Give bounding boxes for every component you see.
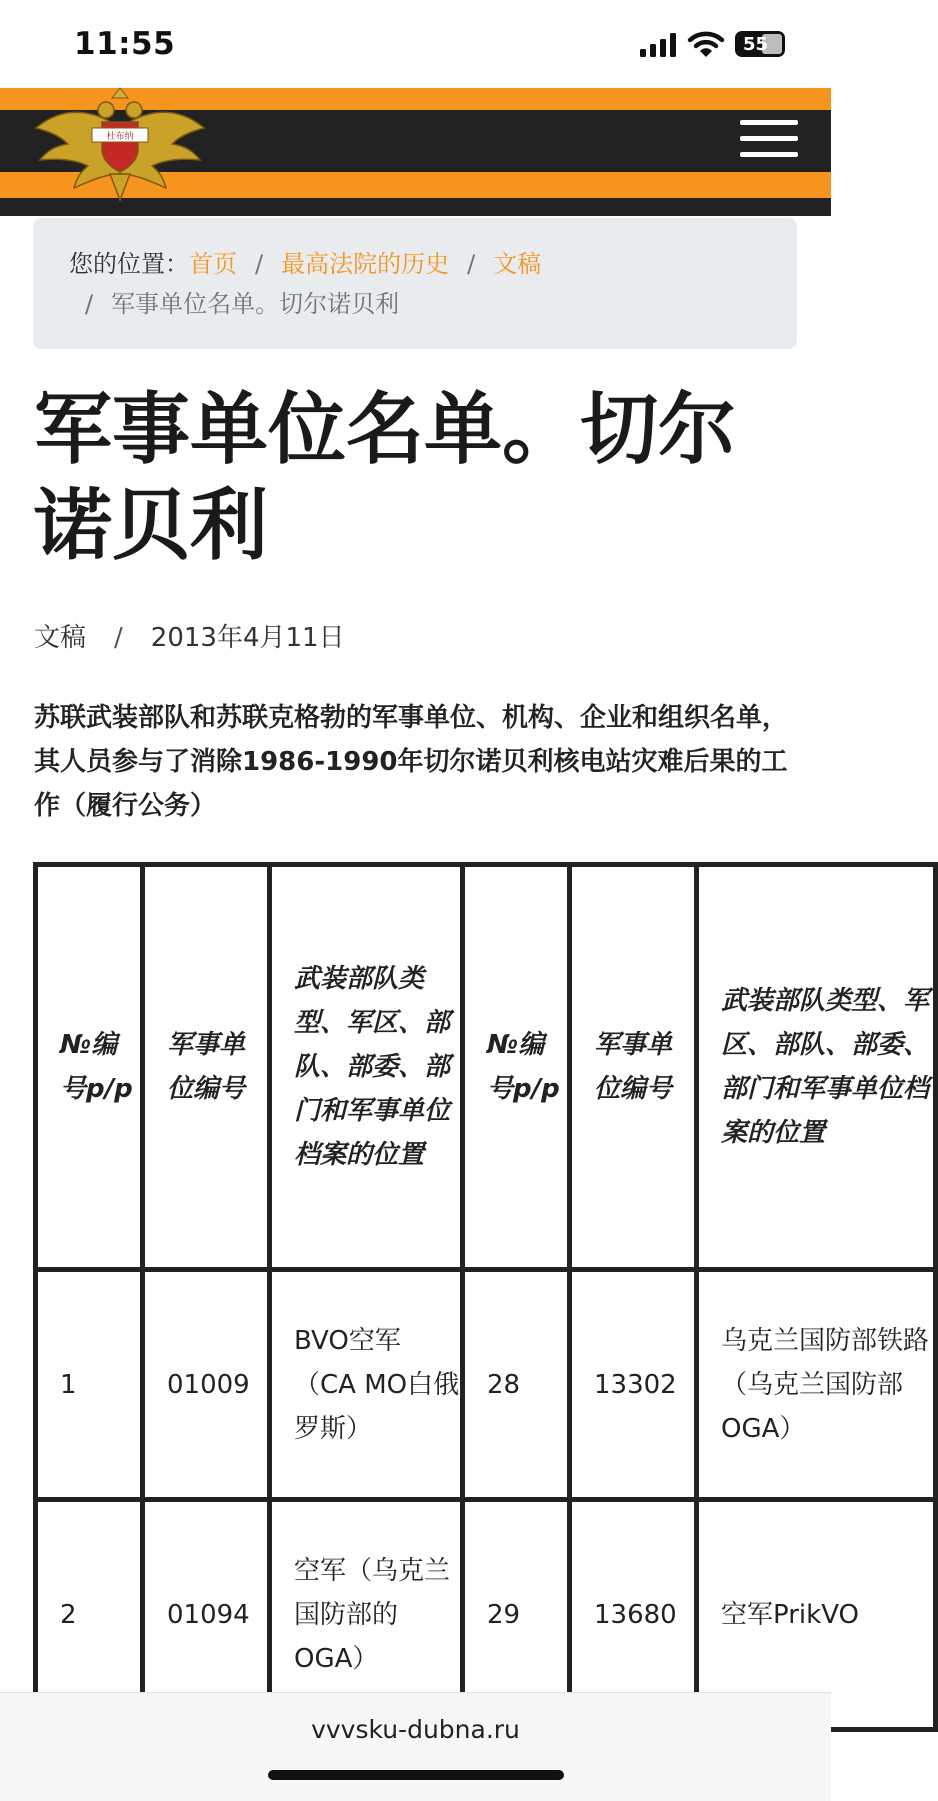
breadcrumb-home-link[interactable]: 首页	[189, 250, 237, 278]
svg-text:杜布纳: 杜布纳	[106, 132, 134, 142]
units-table	[33, 862, 938, 1732]
cellular-signal-icon	[640, 33, 678, 57]
table-cell: 空军PrikVO	[697, 1500, 936, 1730]
table-cell: 2	[36, 1500, 143, 1730]
header-cell: №编号p/p	[36, 865, 143, 1270]
double-headed-eagle-logo[interactable]	[32, 88, 208, 210]
table-cell: 空军（乌克兰国防部的OGA）	[270, 1500, 463, 1730]
breadcrumb-separator: /	[467, 250, 476, 278]
table-cell: 29	[463, 1500, 570, 1730]
table-cell: BVO空军（CA MO白俄罗斯）	[270, 1270, 463, 1500]
header-cell: 武装部队类型、军区、部队、部委、部门和军事单位档案的位置	[270, 865, 463, 1270]
header-cell: 武装部队类型、军区、部队、部委、部门和军事单位档案的位置	[697, 865, 936, 1270]
battery-icon	[735, 31, 785, 57]
breadcrumb	[33, 218, 797, 349]
article-date: 2013年4月11日	[150, 623, 345, 653]
breadcrumb-history-link[interactable]: 最高法院的历史	[281, 250, 450, 278]
home-indicator[interactable]	[268, 1770, 564, 1780]
units-table-scroll[interactable]	[33, 862, 930, 1690]
page-title: 军事单位名单。切尔诺贝利	[34, 385, 737, 571]
header-cell: 军事单位编号	[570, 865, 697, 1270]
breadcrumb-separator: /	[255, 250, 264, 278]
table-cell: 13302	[570, 1270, 697, 1500]
header-cell: №编号p/p	[463, 865, 570, 1270]
article-category[interactable]: 文稿	[34, 623, 87, 653]
table-header-row	[36, 865, 936, 1270]
battery-level: 55	[743, 33, 769, 55]
table-cell: 乌克兰国防部铁路（乌克兰国防部OGA）	[697, 1270, 936, 1500]
table-cell: 1	[36, 1270, 143, 1500]
table-cell: 01009	[143, 1270, 270, 1500]
table-row	[36, 1270, 936, 1500]
browser-address-bar[interactable]	[0, 1692, 831, 1801]
breadcrumb-separator: /	[85, 290, 94, 318]
meta-separator: /	[114, 623, 123, 653]
table-cell: 28	[463, 1270, 570, 1500]
table-cell: 13680	[570, 1500, 697, 1730]
table-cell: 01094	[143, 1500, 270, 1730]
wifi-icon	[688, 30, 724, 58]
article-intro: 苏联武装部队和苏联克格勃的军事单位、机构、企业和组织名单，其人员参与了消除1986-1990年切尔诺贝利核电站灾难后果的工作（履行公务）	[34, 703, 789, 821]
header-cell: 军事单位编号	[143, 865, 270, 1270]
status-bar	[0, 0, 831, 88]
menu-button[interactable]	[740, 120, 798, 158]
status-time: 11:55	[74, 26, 176, 62]
address-bar-url[interactable]: vvvsku-dubna.ru	[311, 1715, 520, 1744]
article-meta	[34, 617, 345, 654]
breadcrumb-prefix: 您的位置：	[69, 250, 189, 278]
breadcrumb-documents-link[interactable]: 文稿	[493, 250, 542, 278]
breadcrumb-current: 军事单位名单。切尔诺贝利	[111, 290, 400, 318]
